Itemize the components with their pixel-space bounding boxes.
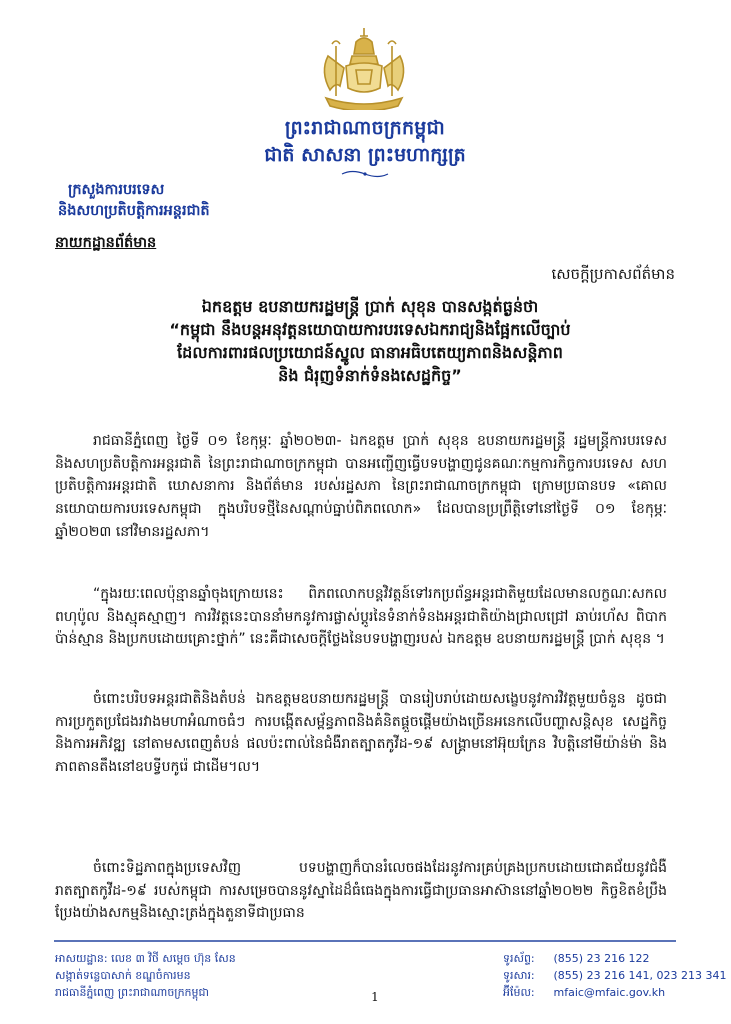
national-motto: ជាតិ សាសនា ព្រះមហាក្សត្រ: [264, 144, 466, 166]
contact-fax: [503, 967, 727, 984]
footer-divider: [54, 940, 676, 942]
headline-line: ដែលការពារផលប្រយោជន៍ស្នូល ធានាអធិបតេយ្យភាពនិងសន្តិភាព: [177, 343, 563, 362]
document-type: សេចក្ដីប្រកាសព័ត៌មាន: [551, 265, 675, 283]
contact-value: (855) 23 216 141, 023 213 341: [553, 969, 727, 982]
page-number: 1: [371, 990, 379, 1004]
address-line: សង្កាត់ទន្លេបាសាក់ ខណ្ឌចំការមន: [55, 969, 191, 982]
paragraph-text: ចំពោះបរិបទអន្តរជាតិនិងតំបន់ ឯកឧត្តមឧបនាយករដ្ឋមន្ត្រី បានរៀបរាប់ដោយសង្ខេបនូវការវិវត្តមួយចំនួន ដូចជា ការប្រកួតប្រជែងរវាងមហាអំណាចធំៗ ការបង្កើតសម្ព័ន្ធភាពនិងគំនិតផ្ដួចផ្ដើមយ៉ាងច្រើនអនេកលើបញ្ហាសន្តិសុខ សេដ្ឋកិច្ច និងការអភិវឌ្ឍ នៅតាមសពេញតំបន់ ផលប៉ះពាល់នៃជំងឺរាតត្បាតកូវីដ-១៩ សង្គ្រាមនៅអ៊ុយក្រែន វិបត្តិនៅមីយ៉ាន់ម៉ា និងភាពតានតឹងនៅឧបទ្វីបកូរ៉េ ជាដើម។ល។: [55, 691, 667, 776]
headline-line: “កម្ពុជា នឹងបន្តអនុវត្តនយោបាយការបរទេសឯករាជ្យនិងផ្អែកលើច្បាប់: [169, 320, 571, 339]
royal-coat-of-arms-icon: [316, 26, 412, 110]
address-line: រាជធានីភ្នំពេញ ព្រះរាជាណាចក្រកម្ពុជា: [55, 986, 209, 999]
paragraph-text: ចំពោះទិដ្ឋភាពក្នុងប្រទេសវិញ បទបង្ហាញក៏បានរំលេចផងដែរនូវការគ្រប់គ្រងប្រកបដោយជោគជ័យនូវជំងឺរាតត្បាតកូវីដ-១៩ របស់កម្ពុជា ការសម្រេចបាននូវស្នាដៃដ៏ធំធេងក្នុងការធ្វើជាប្រធានអាស៊ាននៅឆ្នាំ២០២២ កិច្ចខិតខំប្រឹងប្រែងយ៉ាងសកម្មនិងស្មោះត្រង់ក្នុងតួនាទីជាប្រធាន: [55, 860, 667, 922]
paragraph-text: “ក្នុងរយៈពេលប៉ុន្មានឆ្នាំចុងក្រោយនេះ ពិភពលោកបន្តវិវត្តន៍ទៅរកប្រព័ន្ធអន្តរជាតិមួយដែលមានលក្ខណៈសកល ពហុប៉ូល និងស្មុគស្មាញ។ ការវិវត្តនេះបាននាំមកនូវការផ្លាស់ប្ដូរនៃទំនាក់ទំនងអន្តរជាតិយ៉ាងជ្រាលជ្រៅ ឆាប់រហ័ស ពិបាកប៉ាន់ស្មាន និងប្រកបដោយគ្រោះថ្នាក់” នេះគឺជាសេចក្ដីថ្លែងនៃបទបង្ហាញរបស់ ឯកឧត្តម ឧបនាយករដ្ឋមន្ត្រី ប្រាក់ សុខុន ។: [55, 586, 667, 648]
paragraph-text: រាជធានីភ្នំពេញ ថ្ងៃទី ០១ ខែកុម្ភៈ ឆ្នាំ២០២៣- ឯកឧត្តម ប្រាក់ សុខុន ឧបនាយករដ្ឋមន្ត្រី រដ្ឋមន្ត្រីការបរទេស និងសហប្រតិបត្តិការអន្តរជាតិ នៃព្រះរាជាណាចក្រកម្ពុជា បានអញ្ជើញធ្វើបទបង្ហាញជូនគណៈកម្មការកិច្ចការបរទេស សហប្រតិបត្តិការអន្តរជាតិ ឃោសនាការ និងព័ត៌មាន របស់រដ្ឋសភា នៃព្រះរាជាណាចក្រកម្ពុជា ក្រោមប្រធានបទ «គោលនយោបាយការបរទេសកម្ពុជា ក្នុងបរិបទថ្មីនៃសណ្តាប់ធ្នាប់ពិភពលោក» ដែលបានប្រព្រឹត្តិទៅនៅថ្ងៃទី ០១ ខែកុម្ភៈ ឆ្នាំ២០២៣ នៅវិមានរដ្ឋសភា។: [55, 433, 667, 540]
kingdom-name: ព្រះរាជាណាចក្រកម្ពុជា: [284, 117, 446, 139]
body-paragraph: [55, 583, 667, 651]
contact-label: ទូរស័ព្ទ:: [503, 952, 535, 965]
contact-value: mfaic@mfaic.gov.kh: [553, 986, 666, 999]
headline-line: ឯកឧត្តម ឧបនាយករដ្ឋមន្ត្រី ប្រាក់ សុខុន បានសង្កត់ធ្ងន់ថា: [201, 297, 539, 316]
ministry-name-line2: និងសហប្រតិបត្តិការអន្តរជាតិ: [58, 203, 210, 219]
body-paragraph: [55, 430, 667, 544]
contact-label: ទូរសារ:: [503, 969, 535, 982]
contact-phone: [503, 950, 713, 967]
footer-address: [55, 950, 385, 1001]
contact-email: [503, 984, 713, 1001]
department-name: នាយកដ្ឋានព័ត៌មាន: [55, 235, 157, 251]
footer-contacts: [503, 950, 727, 1001]
contact-label: អ៊ីម៉ែល:: [503, 986, 535, 999]
ministry-name-line1: ក្រសួងការបរទេស: [68, 182, 165, 198]
contact-value: (855) 23 216 122: [553, 952, 650, 965]
headline-line: និង ជំរុញទំនាក់ទំនងសេដ្ឋកិច្ច”: [278, 366, 462, 385]
body-paragraph: [55, 857, 667, 925]
body-paragraph: [55, 688, 667, 779]
address-line: អាសយដ្ឋាន: លេខ ៣ វិថី សម្ដេច ហ៊ុន សែន: [55, 952, 236, 965]
ornament-divider-icon: [340, 169, 390, 179]
